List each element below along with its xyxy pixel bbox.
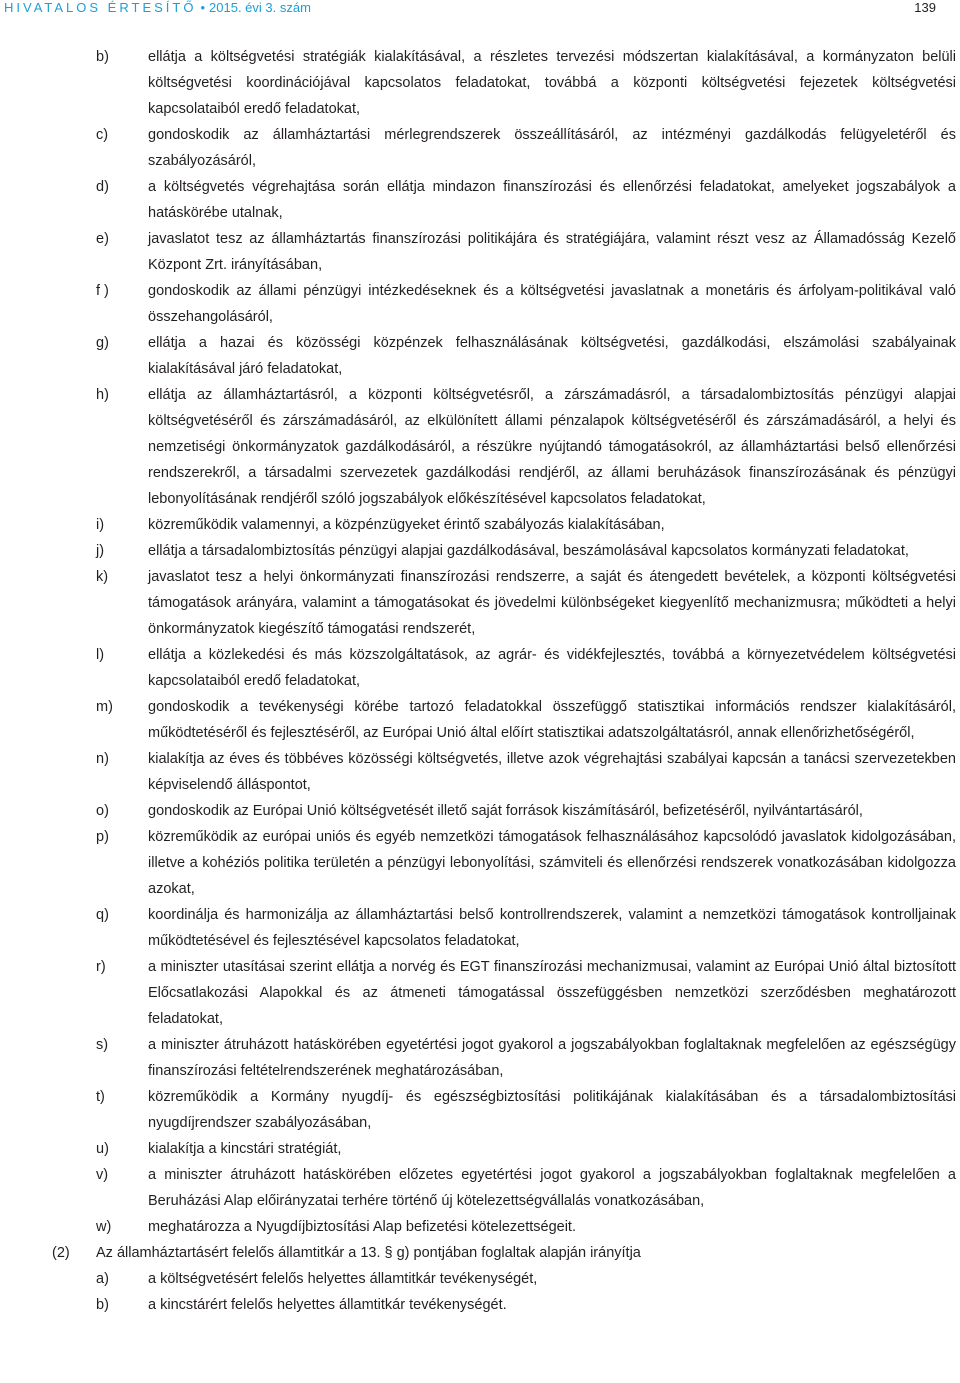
list-item [0, 512, 960, 538]
list-item [0, 824, 960, 902]
list-item [0, 1136, 960, 1162]
list-item [0, 330, 960, 382]
item-label: c) [96, 127, 109, 143]
list-item [0, 382, 960, 512]
list-item [0, 694, 960, 746]
list-item [0, 1214, 960, 1240]
item-label: j) [96, 543, 105, 559]
list-item [0, 1032, 960, 1084]
item-label: d) [96, 179, 109, 195]
item-text: ellátja a társadalombiztosítás pénzügyi alapjai gazdálkodásával, beszámolásával kapcsolatos kormányzati feladatokat, [148, 543, 909, 559]
list-item [0, 122, 960, 174]
item-label: a) [96, 1271, 109, 1287]
item-text: a kincstárért felelős helyettes államtitkár tevékenységét. [148, 1297, 507, 1313]
item-text: a miniszter utasításai szerint ellátja a norvég és EGT finanszírozási mechanizmusai, valamint az Európai Unió által biztosított Előcsatlakozási Alapokkal és az átmeneti támogatással összefüggésben nemzetközi szerződésben meghatározott feladatokat, [148, 959, 956, 1027]
item-label: b) [96, 1297, 109, 1313]
list-item [0, 954, 960, 1032]
item-label: o) [96, 803, 109, 819]
item-text: meghatározza a Nyugdíjbiztosítási Alap befizetési kötelezettségeit. [148, 1219, 576, 1235]
item-label: t) [96, 1089, 105, 1105]
paragraph-2-number: (2) [52, 1245, 70, 1261]
page-number: 139 [914, 0, 936, 15]
list-item [0, 226, 960, 278]
item-list [0, 44, 960, 1240]
item-label: m) [96, 699, 113, 715]
sub-list-item [0, 1266, 960, 1292]
list-item [0, 642, 960, 694]
item-text: gondoskodik az államháztartási mérlegrendszerek összeállításáról, az intézményi gazdálkodás felügyeletéről és szabályozásáról, [148, 127, 956, 169]
item-text: gondoskodik az állami pénzügyi intézkedéseknek és a költségvetési javaslatnak a monetáris és árfolyam-politikával való összehangolásáról, [148, 283, 956, 325]
paragraph-2-text: Az államháztartásért felelős államtitkár a 13. § g) pontjában foglaltak alapján irányítja [96, 1245, 641, 1261]
item-text: gondoskodik az Európai Unió költségvetését illető saját források kiszámításáról, befizetéséről, nyilvántartásáról, [148, 803, 863, 819]
item-label: v) [96, 1167, 109, 1183]
item-text: ellátja a közlekedési és más közszolgáltatások, az agrár- és vidékfejlesztés, továbbá a környezetvédelem költségvetési kapcsolataiból eredő feladatokat, [148, 647, 956, 689]
item-label: i) [96, 517, 105, 533]
header-separator: • [200, 0, 206, 15]
item-label: q) [96, 907, 109, 923]
item-text: ellátja a költségvetési stratégiák kialakításával, a részletes tervezési módszertan kialakításával, a kormányzaton belüli költségvetési koordinációjával kapcsolatos feladatokat, továbbá a központi költségvetési fejezetek költségvetési kapcsolataiból eredő feladatokat, [148, 49, 956, 117]
sub-list-item [0, 1292, 960, 1318]
item-text: kialakítja a kincstári stratégiát, [148, 1141, 342, 1157]
item-label: k) [96, 569, 109, 585]
issue-label: 2015. évi 3. szám [209, 0, 311, 15]
running-header [4, 0, 311, 16]
item-label: b) [96, 49, 109, 65]
item-text: a költségvetés végrehajtása során ellátja mindazon finanszírozási és ellenőrzési feladatokat, amelyeket jogszabályok a hatáskörébe utalnak, [148, 179, 956, 221]
item-label: r) [96, 959, 106, 975]
item-text: a költségvetésért felelős helyettes államtitkár tevékenységét, [148, 1271, 538, 1287]
item-text: a miniszter átruházott hatáskörében egyetértési jogot gyakorol a jogszabályokban foglaltaknak megfelelően az egészségügy finanszírozási feltételrendszerének meghatározásában, [148, 1037, 956, 1079]
item-text: gondoskodik a tevékenységi körébe tartozó feladatokkal összefüggő statisztikai információs rendszer kialakításáról, működtetéséről és fejlesztéséről, az Európai Unió által előírt statisztikai adatszolgáltatásról, annak ellenőrizhetőségéről, [148, 699, 956, 741]
list-item [0, 798, 960, 824]
item-label: u) [96, 1141, 109, 1157]
item-label: h) [96, 387, 109, 403]
item-text: ellátja a hazai és közösségi közpénzek felhasználásának költségvetési, gazdálkodási, elszámolási szabályainak kialakításával járó feladatokat, [148, 335, 956, 377]
item-label: e) [96, 231, 109, 247]
item-label: l) [96, 647, 105, 663]
item-label: s) [96, 1037, 109, 1053]
item-text: koordinálja és harmonizálja az államháztartási belső kontrollrendszerek, valamint a nemzetközi támogatások kontrolljainak működtetésével és fejlesztésével kapcsolatos feladatokat, [148, 907, 956, 949]
item-text: közreműködik valamennyi, a közpénzügyeket érintő szabályozás kialakításában, [148, 517, 665, 533]
item-text: javaslatot tesz a helyi önkormányzati finanszírozási rendszerre, a saját és átengedett bevételek, a központi költségvetési támogatások arányára, valamint a támogatásokat és jövedelmi különbségeket kiegyenlítő mechanizmusra; működteti a helyi önkormányzatok kiegészítő támogatási rendszerét, [148, 569, 956, 637]
journal-title: HIVATALOS ÉRTESÍTŐ [4, 0, 197, 15]
item-text: közreműködik az európai uniós és egyéb nemzetközi támogatások felhasználásához kapcsolódó javaslatok kidolgozásában, illetve a kohéziós politika területén a pénzügyi lebonyolítási, számviteli és ellenőrzési rendszerek vonatkozásában kidolgozza azokat, [148, 829, 956, 897]
document-body [0, 44, 960, 1318]
item-text: a miniszter átruházott hatáskörében előzetes egyetértési jogot gyakorol a jogszabályokban foglaltaknak megfelelően a Beruházási Alap előirányzatai terhére történő új kötelezettségvállalás vonatkozásában, [148, 1167, 956, 1209]
paragraph-2 [0, 1240, 960, 1266]
list-item [0, 44, 960, 122]
list-item [0, 902, 960, 954]
item-text: javaslatot tesz az államháztartás finanszírozási politikájára és stratégiájára, valamint részt vesz az Államadósság Kezelő Központ Zrt. irányításában, [148, 231, 956, 273]
item-label: g) [96, 335, 109, 351]
item-label: p) [96, 829, 109, 845]
list-item [0, 564, 960, 642]
item-text: kialakítja az éves és többéves közösségi költségvetés, illetve azok végrehajtási szabályai kapcsán a tanácsi szervezetekben képviselendő álláspontot, [148, 751, 956, 793]
paragraph-2-item-list [0, 1266, 960, 1318]
list-item [0, 1162, 960, 1214]
item-label: n) [96, 751, 109, 767]
list-item [0, 278, 960, 330]
item-text: ellátja az államháztartásról, a központi költségvetésről, a zárszámadásról, a társadalombiztosítás pénzügyi alapjai költségvetéséről és zárszámadásáról, az elkülönített állami pénzalapok költségvetéséről és zárszámadásáról, a helyi és nemzetiségi önkormányzatok gazdálkodásáról, a részükre nyújtandó támogatásokról, az államháztartási belső ellenőrzési rendszerekről, a társadalmi szervezetek gazdálkodási rendjéről, az állami beruházások finanszírozásának és pénzügyi lebonyolításának rendjéről szóló jogszabályok előkészítésével kapcsolatos feladatokat, [148, 387, 956, 507]
list-item [0, 1084, 960, 1136]
item-label: f ) [96, 283, 109, 299]
list-item [0, 538, 960, 564]
item-text: közreműködik a Kormány nyugdíj- és egészségbiztosítási politikájának kialakításában és a társadalombiztosítási nyugdíjrendszer szabályozásában, [148, 1089, 956, 1131]
list-item [0, 174, 960, 226]
list-item [0, 746, 960, 798]
page-header [0, 0, 960, 22]
item-label: w) [96, 1219, 112, 1235]
